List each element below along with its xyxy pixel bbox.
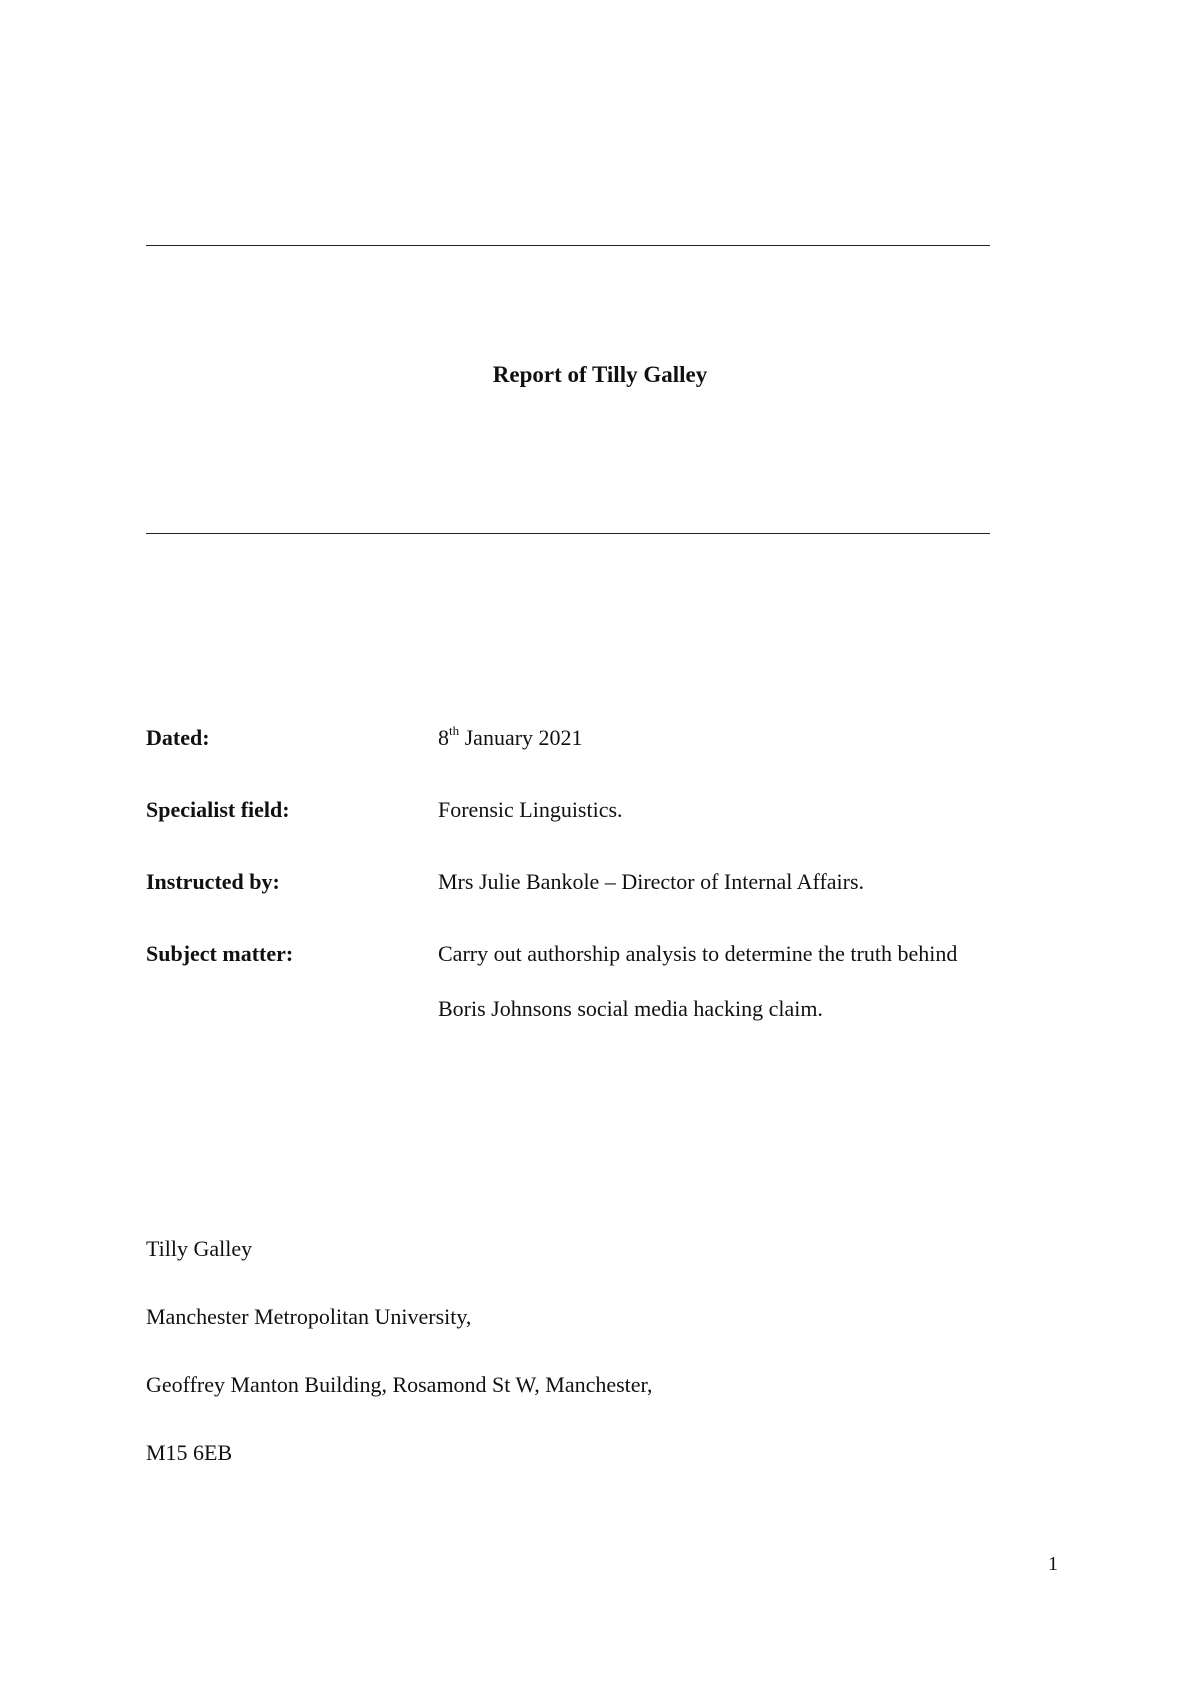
- specialist-field-value: Forensic Linguistics.: [438, 797, 623, 822]
- subject-matter-line-1: Carry out authorship analysis to determine the truth behind: [438, 941, 958, 966]
- instructed-by-value: Mrs Julie Bankole – Director of Internal Affairs.: [438, 869, 865, 894]
- report-title: Report of Tilly Galley: [492, 362, 708, 387]
- author-institution: Manchester Metropolitan University,: [146, 1304, 472, 1329]
- top-divider: [146, 245, 990, 246]
- dated-day-suffix: th: [449, 722, 460, 738]
- dated-day: 8: [438, 725, 449, 750]
- specialist-field-label: Specialist field:: [146, 797, 290, 822]
- dated-value: [438, 722, 583, 751]
- bottom-divider: [146, 533, 990, 534]
- dated-label: Dated:: [146, 725, 210, 750]
- dated-month-year: January 2021: [459, 725, 583, 750]
- page-number: 1: [1048, 1553, 1058, 1575]
- author-name: Tilly Galley: [146, 1236, 253, 1261]
- author-postcode: M15 6EB: [146, 1440, 233, 1465]
- instructed-by-label: Instructed by:: [146, 869, 280, 894]
- author-address: Geoffrey Manton Building, Rosamond St W, Manchester,: [146, 1372, 653, 1397]
- subject-matter-label: Subject matter:: [146, 941, 294, 966]
- subject-matter-line-2: Boris Johnsons social media hacking claim.: [438, 996, 823, 1021]
